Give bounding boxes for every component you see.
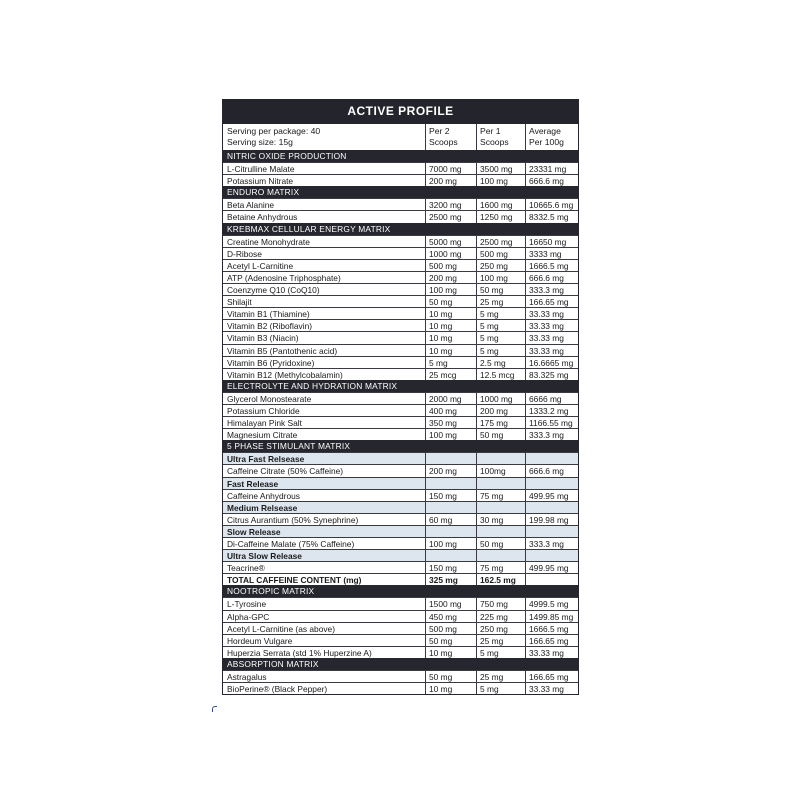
amount-per-2-scoops: 1000 mg (425, 248, 476, 259)
panel-title: ACTIVE PROFILE (223, 99, 578, 124)
ingredient-name: Vitamin B3 (Niacin) (227, 333, 299, 344)
table-row (223, 670, 578, 682)
amount-per-2-scoops: 200 mg (425, 175, 476, 186)
table-row (223, 356, 578, 368)
amount-per-1-scoop: 75 mg (476, 490, 525, 501)
ingredient-name: Coenzyme Q10 (CoQ10) (227, 285, 320, 296)
table-row (223, 174, 578, 186)
ingredient-name: Alpha-GPC (227, 611, 270, 622)
amount-per-2-scoops (425, 550, 476, 561)
table-row (223, 561, 578, 573)
amount-per-2-scoops (425, 502, 476, 513)
amount-per-1-scoop: 100mg (476, 465, 525, 476)
ingredient-name: Creatine Monohydrate (227, 236, 310, 247)
amount-per-2-scoops: 500 mg (425, 623, 476, 634)
amount-per-1-scoop: 1600 mg (476, 199, 525, 210)
serving-size: Serving size: 15g (227, 137, 293, 147)
ingredient-name: TOTAL CAFFEINE CONTENT (mg) (227, 575, 362, 586)
amount-per-2-scoops: 1500 mg (425, 598, 476, 609)
table-row (223, 283, 578, 295)
amount-per-1-scoop: 100 mg (476, 175, 525, 186)
amount-per-100g: 23331 mg (525, 163, 578, 174)
amount-per-100g: 666.6 mg (525, 175, 578, 186)
amount-per-2-scoops: 200 mg (425, 272, 476, 283)
ingredient-name: Caffeine Citrate (50% Caffeine) (227, 466, 344, 477)
amount-per-1-scoop: 100 mg (476, 272, 525, 283)
ingredient-name: Acetyl L-Carnitine (227, 260, 294, 271)
amount-per-2-scoops: 5000 mg (425, 236, 476, 247)
amount-per-1-scoop: 75 mg (476, 562, 525, 573)
ingredient-name: Vitamin B2 (Riboflavin) (227, 321, 313, 332)
amount-per-2-scoops: 50 mg (425, 296, 476, 307)
table-row (223, 319, 578, 331)
amount-per-1-scoop: 500 mg (476, 248, 525, 259)
amount-per-100g: 499.95 mg (525, 562, 578, 573)
amount-per-2-scoops: 10 mg (425, 683, 476, 694)
amount-per-1-scoop: 250 mg (476, 623, 525, 634)
ingredient-name: L-Citrulline Malate (227, 164, 295, 175)
ingredient-name: Fast Release (227, 478, 279, 489)
table-row (223, 259, 578, 271)
section-title: ABSORPTION MATRIX (227, 658, 319, 669)
table-row (223, 416, 578, 428)
amount-per-2-scoops: 150 mg (425, 490, 476, 501)
col1-line2: Scoops (429, 137, 458, 147)
amount-per-2-scoops: 10 mg (425, 345, 476, 356)
section-header (223, 150, 578, 162)
table-row (223, 392, 578, 404)
amount-per-1-scoop: 5 mg (476, 320, 525, 331)
col2-line2: Scoops (480, 137, 509, 147)
release-phase-header (223, 477, 578, 489)
amount-per-1-scoop: 2.5 mg (476, 357, 525, 368)
ingredient-name: Astragalus (227, 672, 267, 683)
release-phase-header (223, 501, 578, 513)
amount-per-1-scoop: 50 mg (476, 538, 525, 549)
table-row (223, 162, 578, 174)
amount-per-1-scoop: 250 mg (476, 260, 525, 271)
ingredient-name: Magnesium Citrate (227, 430, 298, 441)
ingredient-name: Acetyl L-Carnitine (as above) (227, 623, 335, 634)
amount-per-100g: 33.33 mg (525, 345, 578, 356)
amount-per-2-scoops: 500 mg (425, 260, 476, 271)
amount-per-100g: 333.3 mg (525, 538, 578, 549)
col3-line2: Per 100g (529, 137, 564, 147)
amount-per-1-scoop: 225 mg (476, 611, 525, 622)
amount-per-1-scoop: 750 mg (476, 598, 525, 609)
ingredient-name: Citrus Aurantium (50% Synephrine) (227, 514, 359, 525)
amount-per-1-scoop: 5 mg (476, 332, 525, 343)
table-row (223, 404, 578, 416)
amount-per-1-scoop (476, 478, 525, 489)
amount-per-2-scoops (425, 453, 476, 464)
column-header-per-1-scoop (476, 124, 525, 150)
release-phase-header (223, 525, 578, 537)
amount-per-1-scoop: 5 mg (476, 345, 525, 356)
section-title: ENDURO MATRIX (227, 187, 300, 198)
ingredient-name: D-Ribose (227, 248, 262, 259)
table-row (223, 307, 578, 319)
table-row (223, 235, 578, 247)
amount-per-100g: 33.33 mg (525, 308, 578, 319)
ingredient-name: Huperzia Serrata (std 1% Huperzine A) (227, 647, 372, 658)
ingredient-name: Betaine Anhydrous (227, 212, 298, 223)
amount-per-100g: 333.3 mg (525, 284, 578, 295)
amount-per-2-scoops: 10 mg (425, 308, 476, 319)
amount-per-1-scoop (476, 453, 525, 464)
section-title: KREBMAX CELLULAR ENERGY MATRIX (227, 223, 391, 234)
table-row (223, 464, 578, 476)
release-phase-header (223, 452, 578, 464)
ingredient-name: Hordeum Vulgare (227, 635, 293, 646)
amount-per-100g: 1333.2 mg (525, 405, 578, 416)
amount-per-1-scoop: 25 mg (476, 635, 525, 646)
amount-per-100g: 8332.5 mg (525, 211, 578, 222)
ingredient-rows (223, 150, 578, 694)
amount-per-2-scoops: 100 mg (425, 538, 476, 549)
table-row (223, 295, 578, 307)
amount-per-100g (525, 550, 578, 561)
table-row (223, 331, 578, 343)
ingredient-name: Vitamin B1 (Thiamine) (227, 309, 310, 320)
amount-per-100g: 199.98 mg (525, 514, 578, 525)
table-row (223, 368, 578, 380)
table-row (223, 210, 578, 222)
section-header (223, 585, 578, 597)
amount-per-100g: 1499.85 mg (525, 611, 578, 622)
amount-per-1-scoop: 50 mg (476, 284, 525, 295)
ingredient-name: Medium Relsease (227, 502, 298, 513)
ingredient-name: Himalayan Pink Salt (227, 418, 302, 429)
ingredient-name: Vitamin B6 (Pyridoxine) (227, 357, 315, 368)
amount-per-2-scoops: 2500 mg (425, 211, 476, 222)
amount-per-1-scoop: 5 mg (476, 683, 525, 694)
section-title: ELECTROLYTE AND HYDRATION MATRIX (227, 380, 398, 391)
supplement-facts-panel (222, 99, 579, 695)
ingredient-name: Di-Caffeine Malate (75% Caffeine) (227, 539, 355, 549)
amount-per-100g (525, 574, 578, 585)
amount-per-1-scoop: 1000 mg (476, 393, 525, 404)
amount-per-2-scoops: 150 mg (425, 562, 476, 573)
col1-line1: Per 2 (429, 126, 450, 136)
ingredient-name: Potassium Nitrate (227, 176, 294, 187)
table-row (223, 610, 578, 622)
amount-per-1-scoop: 200 mg (476, 405, 525, 416)
ingredient-name: Vitamin B12 (Methylcobalamin) (227, 369, 343, 380)
section-header (223, 380, 578, 392)
col3-line1: Average (529, 126, 561, 136)
amount-per-2-scoops: 50 mg (425, 671, 476, 682)
amount-per-1-scoop: 30 mg (476, 514, 525, 525)
header-row (223, 124, 578, 150)
amount-per-100g: 166.65 mg (525, 671, 578, 682)
amount-per-1-scoop (476, 502, 525, 513)
amount-per-1-scoop: 5 mg (476, 308, 525, 319)
amount-per-100g: 1666.5 mg (525, 623, 578, 634)
ingredient-name: Potassium Chloride (227, 405, 300, 416)
ingredient-name: Shilajit (227, 297, 252, 308)
amount-per-1-scoop: 25 mg (476, 296, 525, 307)
table-row (223, 513, 578, 525)
amount-per-2-scoops: 60 mg (425, 514, 476, 525)
column-header-per-100g (525, 124, 578, 150)
table-row (223, 597, 578, 609)
ingredient-name: Ultra Slow Release (227, 551, 302, 562)
amount-per-2-scoops: 25 mcg (425, 369, 476, 380)
amount-per-100g: 6666 mg (525, 393, 578, 404)
amount-per-100g (525, 453, 578, 464)
amount-per-100g: 33.33 mg (525, 320, 578, 331)
section-title: NITRIC OXIDE PRODUCTION (227, 151, 347, 161)
ingredient-name: Slow Release (227, 526, 281, 537)
amount-per-100g: 33.33 mg (525, 683, 578, 694)
amount-per-2-scoops: 10 mg (425, 320, 476, 331)
ingredient-name: Vitamin B5 (Pantothenic acid) (227, 345, 338, 356)
amount-per-1-scoop (476, 526, 525, 537)
amount-per-2-scoops (425, 478, 476, 489)
amount-per-100g: 166.65 mg (525, 635, 578, 646)
amount-per-2-scoops: 100 mg (425, 284, 476, 295)
table-row (223, 271, 578, 283)
amount-per-2-scoops: 2000 mg (425, 393, 476, 404)
amount-per-2-scoops: 50 mg (425, 635, 476, 646)
amount-per-2-scoops: 100 mg (425, 429, 476, 440)
ingredient-name: L-Tyrosine (227, 599, 267, 610)
table-row (223, 622, 578, 634)
amount-per-1-scoop: 1250 mg (476, 211, 525, 222)
amount-per-100g (525, 502, 578, 513)
amount-per-100g: 499.95 mg (525, 490, 578, 501)
ingredient-name: Beta Alanine (227, 200, 275, 211)
section-title: NOOTROPIC MATRIX (227, 586, 315, 597)
table-row (223, 198, 578, 210)
amount-per-100g: 16650 mg (525, 236, 578, 247)
section-header (223, 658, 578, 670)
amount-per-1-scoop: 162.5 mg (476, 574, 525, 585)
amount-per-2-scoops: 325 mg (425, 574, 476, 585)
amount-per-100g: 3333 mg (525, 248, 578, 259)
ingredient-name: Glycerol Monostearate (227, 393, 312, 404)
amount-per-100g: 83.325 mg (525, 369, 578, 380)
table-row (223, 646, 578, 658)
amount-per-100g: 33.33 mg (525, 332, 578, 343)
amount-per-100g: 10665.6 mg (525, 199, 578, 210)
table-row (223, 428, 578, 440)
ingredient-name: ATP (Adenosine Triphosphate) (227, 272, 341, 283)
ingredient-name: Ultra Fast Relsease (227, 454, 305, 465)
table-row (223, 247, 578, 259)
amount-per-2-scoops: 200 mg (425, 465, 476, 476)
amount-per-1-scoop: 25 mg (476, 671, 525, 682)
table-row (223, 344, 578, 356)
amount-per-100g: 666.6 mg (525, 272, 578, 283)
amount-per-2-scoops: 400 mg (425, 405, 476, 416)
amount-per-1-scoop: 175 mg (476, 417, 525, 428)
serving-info (223, 124, 425, 150)
amount-per-100g: 333.3 mg (525, 429, 578, 440)
amount-per-100g: 4999.5 mg (525, 598, 578, 609)
table-row (223, 682, 578, 694)
amount-per-2-scoops: 3200 mg (425, 199, 476, 210)
amount-per-2-scoops: 7000 mg (425, 163, 476, 174)
amount-per-1-scoop: 12.5 mcg (476, 369, 525, 380)
col2-line1: Per 1 (480, 126, 501, 136)
amount-per-2-scoops: 10 mg (425, 332, 476, 343)
section-header (223, 186, 578, 198)
release-phase-header (223, 549, 578, 561)
amount-per-1-scoop (476, 550, 525, 561)
section-header (223, 223, 578, 235)
ingredient-name: Teacrine® (227, 563, 265, 574)
column-header-per-2-scoops (425, 124, 476, 150)
amount-per-1-scoop: 5 mg (476, 647, 525, 658)
amount-per-1-scoop: 2500 mg (476, 236, 525, 247)
amount-per-2-scoops (425, 526, 476, 537)
amount-per-1-scoop: 3500 mg (476, 163, 525, 174)
section-header (223, 440, 578, 452)
amount-per-100g: 16.6665 mg (525, 357, 578, 368)
amount-per-100g (525, 526, 578, 537)
ingredient-name: BioPerine® (Black Pepper) (227, 684, 328, 695)
amount-per-100g: 33.33 mg (525, 647, 578, 658)
amount-per-2-scoops: 5 mg (425, 357, 476, 368)
section-title: 5 PHASE STIMULANT MATRIX (227, 441, 351, 452)
table-row (223, 489, 578, 501)
amount-per-2-scoops: 350 mg (425, 417, 476, 428)
table-row (223, 537, 578, 549)
amount-per-100g (525, 478, 578, 489)
amount-per-2-scoops: 10 mg (425, 647, 476, 658)
amount-per-100g: 1166.55 mg (525, 417, 578, 428)
serving-per-package: Serving per package: 40 (227, 126, 321, 136)
amount-per-1-scoop: 50 mg (476, 429, 525, 440)
amount-per-100g: 166.65 mg (525, 296, 578, 307)
corner-mark (212, 706, 217, 712)
amount-per-100g: 1666.5 mg (525, 260, 578, 271)
amount-per-2-scoops: 450 mg (425, 611, 476, 622)
total-row (223, 573, 578, 585)
ingredient-name: Caffeine Anhydrous (227, 490, 300, 501)
table-row (223, 634, 578, 646)
amount-per-100g: 666.6 mg (525, 465, 578, 476)
